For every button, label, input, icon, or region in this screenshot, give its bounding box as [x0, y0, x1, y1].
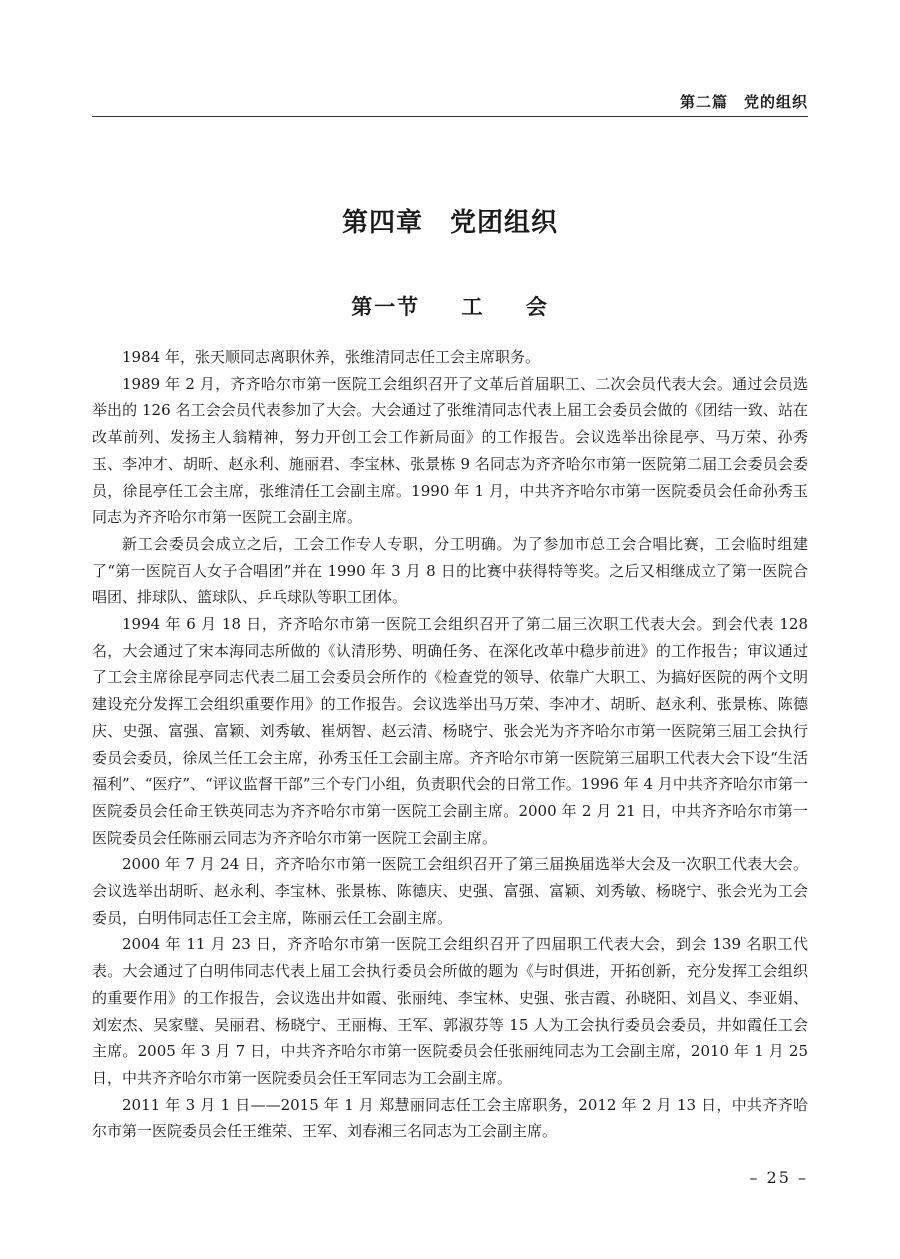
paragraph: 1984 年，张天顺同志离职休养，张维清同志任工会主席职务。 — [122, 348, 540, 366]
paragraph: 1994 年 6 月 18 日，齐齐哈尔市第一医院工会组织召开了第二届三次职工代表大会。到会代表 128 名，大会通过了宋本海同志所做的《认清形势、明确任务、在深化改革中稳步前进》的工作报告；审议通过了工会主席徐昆亭同志代表二届工会委员会所作的《检查党的领导、依靠广大职工、为搞好医院的两个文明建设充分发挥工会组织重要作用》的工作报告。会议选举出马万荣、李冲才、胡昕、赵永利、张景栋、陈德庆、史强、富强、富颖、刘秀敏、崔炳智、赵云清、杨晓宁、张会光为齐齐哈尔市第一医院第三届工会执行委员会委员，徐凤兰任工会主席，孙秀玉任工会副主席。齐齐哈尔市第一医院第三届职工代表大会下设“生活福利”、“医疗”、“评议监督干部”三个专门小组，负责职代会的日常工作。1996 年 4 月中共齐齐哈尔市第一医院委员会任命王铁英同志为齐齐哈尔市第一医院工会副主席。2000 年 2 月 21 日，中共齐齐哈尔市第一医院委员会任陈丽云同志为齐齐哈尔市第一医院工会副主席。 — [92, 615, 808, 847]
body-text — [92, 344, 808, 1145]
chapter-title: 第四章 党团组织 — [341, 208, 558, 238]
section-title-char-1: 工 — [461, 294, 485, 319]
section-title — [0, 291, 900, 321]
paragraph: 新工会委员会成立之后，工会工作专人专职，分工明确。为了参加市总工会合唱比赛，工会临时组建了“第一医院百人女子合唱团”并在 1990 年 3 月 8 日的比赛中获得特等奖。之后又相继成立了第一医院合唱团、排球队、篮球队、乒乓球队等职工团体。 — [92, 534, 808, 607]
section-title-char-2: 会 — [525, 294, 549, 319]
paragraph: 2011 年 3 月 1 日——2015 年 1 月 郑慧丽同志任工会主席职务，2012 年 2 月 13 日，中共齐齐哈尔市第一医院委员会任王维荣、王军、刘春湘三名同志为工会副主席。 — [92, 1095, 808, 1141]
paragraph: 2000 年 7 月 24 日，齐齐哈尔市第一医院工会组织召开了第三届换届选举大会及一次职工代表大会。会议选举出胡昕、赵永利、李宝林、张景栋、陈德庆、史强、富强、富颖、刘秀敏、杨晓宁、张会光为工会委员，白明伟同志任工会主席，陈丽云任工会副主席。 — [92, 855, 808, 927]
paragraph: 2004 年 11 月 23 日，齐齐哈尔市第一医院工会组织召开了四届职工代表大会，到会 139 名职工代表。大会通过了白明伟同志代表上届工会执行委员会所做的题为《与时俱进，开拓创新，充分发挥工会组织的重要作用》的工作报告，会议选出井如霞、张丽纯、李宝林、史强、张吉霞、孙晓阳、刘昌义、李亚娟、刘宏杰、吴家璧、吴丽君、杨晓宁、王丽梅、王军、郭淑芬等 15 人为工会执行委员会委员，井如霞任工会主席。2005 年 3 月 7 日，中共齐齐哈尔市第一医院委员会任张丽纯同志为工会副主席，2010 年 1 月 25 日，中共齐齐哈尔市第一医院委员会任王军同志为工会副主席。 — [92, 935, 808, 1087]
page-number: – 25 – — [749, 1168, 808, 1187]
running-header: 第二篇 党的组织 — [679, 93, 808, 111]
header-divider — [92, 116, 808, 117]
paragraph: 1989 年 2 月，齐齐哈尔市第一医院工会组织召开了文革后首届职工、二次会员代表大会。通过会员选举出的 126 名工会会员代表参加了大会。大会通过了张维清同志代表上届工会委员会做的《团结一致、站在改革前列、发扬主人翁精神，努力开创工会工作新局面》的工作报告。会议选举出徐昆亭、马万荣、孙秀玉、李冲才、胡昕、赵永利、施丽君、李宝林、张景栋 9 名同志为齐齐哈尔市第一医院第二届工会委员会委员，徐昆亭任工会主席，张维清任工会副主席。1990 年 1 月，中共齐齐哈尔市第一医院委员会任命孙秀玉同志为齐齐哈尔市第一医院工会副主席。 — [92, 374, 808, 527]
section-number: 第一节 — [351, 294, 421, 319]
